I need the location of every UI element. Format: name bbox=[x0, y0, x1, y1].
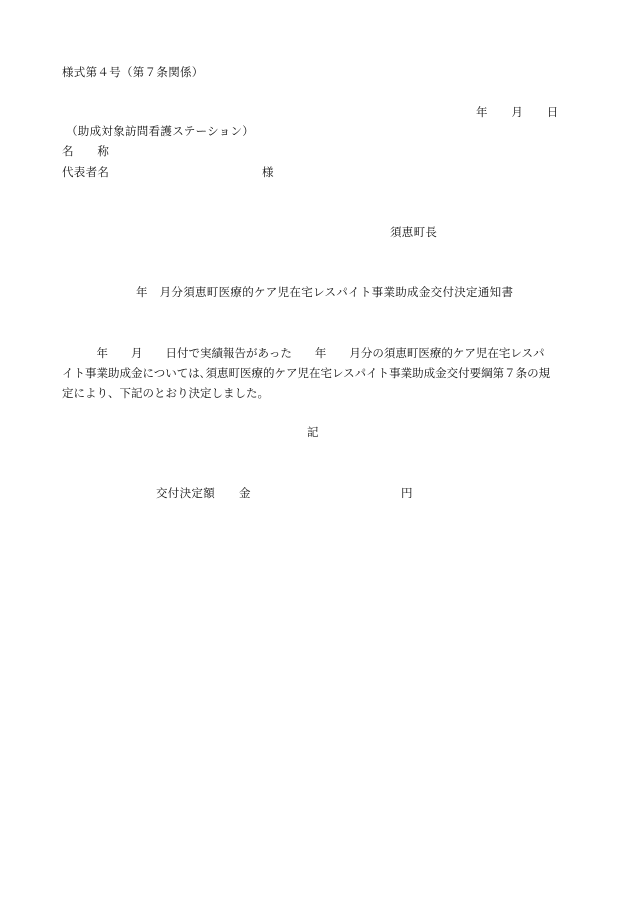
body-line-1: 年 月 日付で実績報告があった 年 月分の須恵町医療的ケア児在宅レスパ bbox=[62, 346, 545, 360]
amount-prefix: 金 bbox=[239, 486, 251, 500]
body-line-3: 定により、下記のとおり決定しました。 bbox=[62, 386, 269, 400]
amount-label: 交付決定額 bbox=[156, 486, 215, 500]
document-title: 年 月分須恵町医療的ケア児在宅レスパイト事業助成金交付決定通知書 bbox=[136, 285, 514, 299]
recipient-honorific: 様 bbox=[262, 165, 274, 179]
amount-unit: 円 bbox=[401, 486, 413, 500]
record-heading: 記 bbox=[307, 425, 319, 439]
issuer-name: 須恵町長 bbox=[390, 225, 438, 239]
form-number: 様式第４号（第７条関係） bbox=[62, 65, 204, 79]
recipient-label: （助成対象訪問看護ステーション） bbox=[66, 124, 255, 138]
body-line-2: イト事業助成金については､須恵町医療的ケア児在宅レスパイト事業助成金交付要綱第７条の規 bbox=[62, 366, 551, 380]
date-line: 年 月 日 bbox=[476, 105, 559, 119]
recipient-representative-line: 代表者名 bbox=[62, 165, 110, 179]
recipient-name-line: 名 称 bbox=[62, 144, 110, 158]
